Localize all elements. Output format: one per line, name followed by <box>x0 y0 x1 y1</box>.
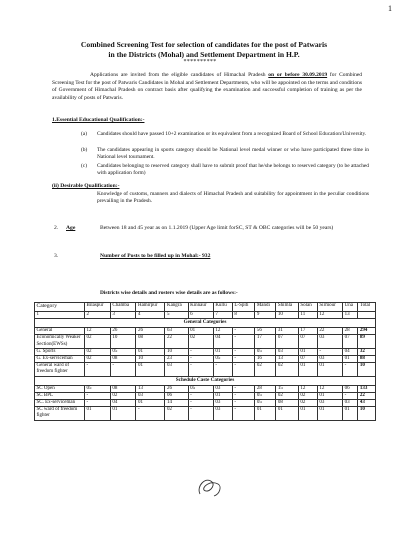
value-cell: 07 <box>298 356 317 363</box>
table-header-row <box>35 303 376 312</box>
total-cell: 10 <box>358 363 376 376</box>
value-cell: 06 <box>343 385 358 392</box>
qualification-item-c <box>81 163 369 177</box>
value-cell: 01 <box>343 356 358 363</box>
value-cell: 26 <box>136 328 165 335</box>
value-cell: 31 <box>276 328 298 335</box>
column-header: Mandi <box>255 303 276 312</box>
column-number <box>358 312 376 319</box>
value-cell: 02 <box>188 335 213 348</box>
value-cell: 01 <box>276 407 298 420</box>
value-cell: 01 <box>317 363 342 376</box>
district-posts-table <box>34 302 376 421</box>
value-cell: 03 <box>276 348 298 355</box>
category-cell: General ward of freedom fighter <box>35 363 85 376</box>
column-number: 1 <box>35 312 85 319</box>
column-header: Una <box>343 303 358 312</box>
value-cell: - <box>343 363 358 376</box>
value-cell: - <box>232 363 254 376</box>
value-cell: 03 <box>136 392 165 399</box>
category-cell: G. Ex-serviceman <box>35 356 85 363</box>
column-header: L-Spiti <box>232 303 254 312</box>
deadline-text: on or before 30.09.2019 <box>268 72 328 78</box>
value-cell: 03 <box>165 363 188 376</box>
category-cell: General <box>35 328 85 335</box>
column-number: 9 <box>255 312 276 319</box>
value-cell: 01 <box>136 348 165 355</box>
value-cell: 56 <box>255 328 276 335</box>
value-cell: 01 <box>317 407 342 420</box>
value-cell: 06 <box>165 392 188 399</box>
column-header: Hamirpur <box>136 303 165 312</box>
column-number: 4 <box>136 312 165 319</box>
value-cell: 07 <box>298 335 317 348</box>
value-cell: 13 <box>136 385 165 392</box>
value-cell: - <box>188 392 213 399</box>
value-cell: 01 <box>255 407 276 420</box>
item-marker: (a) <box>81 131 87 137</box>
value-cell: - <box>85 363 111 376</box>
section-heading-row <box>35 319 376 328</box>
table-row <box>35 328 376 335</box>
column-number: 13 <box>343 312 358 319</box>
table-number-row <box>35 312 376 319</box>
value-cell: 04 <box>110 400 136 407</box>
value-cell: 01 <box>298 407 317 420</box>
value-cell: 13 <box>276 356 298 363</box>
value-cell: - <box>232 356 254 363</box>
column-header: Kangra <box>165 303 188 312</box>
column-number: 8 <box>232 312 254 319</box>
posts-heading: Number of Posts to be filled up in Mohal:- 932 <box>100 253 211 259</box>
value-cell: - <box>188 400 213 407</box>
column-number: 7 <box>213 312 232 319</box>
value-cell: 05 <box>188 385 213 392</box>
value-cell: 02 <box>276 392 298 399</box>
value-cell: - <box>85 400 111 407</box>
value-cell: 28 <box>255 385 276 392</box>
value-cell: 17 <box>298 328 317 335</box>
item-marker: (c) <box>81 163 87 169</box>
value-cell: 12 <box>317 385 342 392</box>
column-header: Category <box>35 303 85 312</box>
value-cell: - <box>213 363 232 376</box>
qualification-item-b <box>81 147 369 161</box>
value-cell: 03 <box>343 400 358 407</box>
column-header: Solan <box>298 303 317 312</box>
column-header: Sirmour <box>317 303 342 312</box>
value-cell: 01 <box>298 363 317 376</box>
column-number: 5 <box>165 312 188 319</box>
value-cell: - <box>232 335 254 348</box>
title-separator: ********** <box>183 59 217 65</box>
qualification-item-a <box>81 131 369 138</box>
value-cell: 03 <box>213 400 232 407</box>
value-cell: 01 <box>317 392 342 399</box>
value-cell: 07 <box>276 335 298 348</box>
category-cell: SC. Ex-serviceman <box>35 400 85 407</box>
value-cell: 22 <box>165 335 188 348</box>
column-number: 2 <box>85 312 111 319</box>
value-cell: 03 <box>317 400 342 407</box>
item-text: Candidates belonging to reserved category shall have to submit proof that he/she belongs to reserved category (to be attached with application form) <box>97 163 369 177</box>
table-row <box>35 335 376 348</box>
category-cell: SC Open <box>35 385 85 392</box>
value-cell: 01 <box>110 407 136 420</box>
value-cell: 07 <box>343 335 358 348</box>
title-line-1: Combined Screening Test for selection of candidates for the post of Patwaris <box>80 40 328 49</box>
value-cell: 05 <box>255 400 276 407</box>
table-row <box>35 356 376 363</box>
value-cell: 08 <box>110 356 136 363</box>
section-desirable-qualification: (ii) Desirable Qualification:- <box>52 183 120 189</box>
value-cell: - <box>110 363 136 376</box>
value-cell: 01 <box>343 407 358 420</box>
value-cell: - <box>136 407 165 420</box>
value-cell: 12 <box>85 328 111 335</box>
value-cell: 08 <box>110 385 136 392</box>
value-cell: - <box>343 392 358 399</box>
value-cell: - <box>317 348 342 355</box>
value-cell: - <box>232 400 254 407</box>
table-row <box>35 348 376 355</box>
total-cell: 10 <box>358 407 376 420</box>
posts-number: 3. <box>54 253 59 259</box>
table-body <box>35 319 376 420</box>
value-cell: 23 <box>165 356 188 363</box>
total-cell: 43 <box>358 400 376 407</box>
value-cell: 02 <box>276 363 298 376</box>
value-cell: - <box>232 328 254 335</box>
column-header: Total <box>358 303 376 312</box>
value-cell: 01 <box>136 363 165 376</box>
value-cell: 26 <box>110 328 136 335</box>
section-heading: Schedule Caste Categories <box>35 376 376 385</box>
document-title <box>40 40 368 60</box>
value-cell: - <box>232 348 254 355</box>
value-cell: 01 <box>213 392 232 399</box>
value-cell: 01 <box>213 348 232 355</box>
category-cell: G. Sports <box>35 348 85 355</box>
category-cell: Economically Weaker Section(EWSs) <box>35 335 85 348</box>
value-cell: 01 <box>136 400 165 407</box>
value-cell: 04 <box>343 348 358 355</box>
table-row <box>35 363 376 376</box>
value-cell: 03 <box>213 385 232 392</box>
value-cell: 05 <box>110 348 136 355</box>
value-cell: 10 <box>110 335 136 348</box>
value-cell: - <box>188 363 213 376</box>
total-cell: 22 <box>358 392 376 399</box>
intro-paragraph <box>52 72 362 102</box>
age-number: 2. <box>54 225 59 231</box>
value-cell: 02 <box>255 363 276 376</box>
total-cell: 133 <box>358 385 376 392</box>
value-cell: 10 <box>136 356 165 363</box>
intro-text-1: Applications are invited from the eligible candidates of Himachal Pradesh <box>90 72 266 78</box>
column-number: 6 <box>188 312 213 319</box>
value-cell: 02 <box>298 392 317 399</box>
value-cell: 03 <box>317 356 342 363</box>
value-cell: 05 <box>255 348 276 355</box>
page-number: 1 <box>388 4 392 13</box>
value-cell: 02 <box>85 348 111 355</box>
age-label: Age <box>66 225 76 231</box>
value-cell: 02 <box>298 400 317 407</box>
total-cell: 294 <box>358 328 376 335</box>
title-line-2: in the Districts (Mohal) and Settlement Department in H.P. <box>108 50 300 59</box>
value-cell: 08 <box>276 400 298 407</box>
category-cell: SC ward of freedom fighter <box>35 407 85 420</box>
value-cell: 02 <box>165 407 188 420</box>
value-cell: - <box>188 356 213 363</box>
value-cell: 05 <box>85 385 111 392</box>
total-cell: 88 <box>358 356 376 363</box>
column-number: 3 <box>110 312 136 319</box>
value-cell: - <box>188 348 213 355</box>
item-text: Candidates should have passed 10+2 examination or its equivalent from a recognized Board of School Education/University. <box>97 131 367 137</box>
value-cell: 28 <box>343 328 358 335</box>
column-header: Bilaspur <box>85 303 111 312</box>
value-cell: 05 <box>255 392 276 399</box>
table-row <box>35 400 376 407</box>
category-cell: SC BPL <box>35 392 85 399</box>
item-marker: (b) <box>81 147 88 153</box>
signature-mark <box>190 472 230 502</box>
column-header: Kinnaur <box>188 303 213 312</box>
column-header: Shimla <box>276 303 298 312</box>
value-cell: 03 <box>213 407 232 420</box>
section-heading-row <box>35 376 376 385</box>
column-header: Kullu <box>213 303 232 312</box>
value-cell: 12 <box>298 385 317 392</box>
value-cell: 01 <box>188 328 213 335</box>
value-cell: 63 <box>165 328 188 335</box>
value-cell: - <box>85 392 111 399</box>
value-cell: - <box>232 392 254 399</box>
column-header: Chamba <box>110 303 136 312</box>
value-cell: 03 <box>317 335 342 348</box>
desirable-text: Knowledge of customs, manners and dialects of Himachal Pradesh and suitability for appointment in the peculiar conditions prevailing in the Pradesh. <box>97 191 369 205</box>
value-cell: 22 <box>317 328 342 335</box>
value-cell: 12 <box>213 328 232 335</box>
value-cell: 10 <box>165 348 188 355</box>
value-cell: 02 <box>85 356 111 363</box>
value-cell: 14 <box>165 400 188 407</box>
table-row <box>35 407 376 420</box>
value-cell: 17 <box>255 335 276 348</box>
section-essential-qualification: 1.Essential Educational Qualification:- <box>52 117 145 123</box>
intro-text-2: for Combined Screening Test for the post of Patwaris Candidates in Mohal and Settlement Departments, who will be appointed on the terms and conditions of Government of Himachal Pradesh on contract basis after qualifying the examination and successful completion of training as per the availability of posts of Patwaris. <box>52 72 363 101</box>
value-cell: - <box>188 407 213 420</box>
value-cell: 26 <box>165 385 188 392</box>
age-text: Between 18 and 45 year as on 1.1.2019 (Upper Age limit forSC, ST & OBC categories will be 50 years) <box>100 225 334 231</box>
section-heading: General Categories <box>35 319 376 328</box>
total-cell: 89 <box>358 335 376 348</box>
total-cell: 32 <box>358 348 376 355</box>
value-cell: 16 <box>255 356 276 363</box>
value-cell: - <box>232 407 254 420</box>
value-cell: 08 <box>136 335 165 348</box>
table-row <box>35 392 376 399</box>
value-cell: 02 <box>85 335 111 348</box>
column-number: 12 <box>317 312 342 319</box>
value-cell: 15 <box>276 385 298 392</box>
item-text: The candidates appearing in sports category should be National level medal winner or who have participated three time in National level tournament. <box>97 147 369 161</box>
column-number: 11 <box>298 312 317 319</box>
value-cell: - <box>232 385 254 392</box>
table-row <box>35 385 376 392</box>
value-cell: 04 <box>213 335 232 348</box>
column-number: 10 <box>276 312 298 319</box>
value-cell: 05 <box>213 356 232 363</box>
value-cell: 01 <box>85 407 111 420</box>
value-cell: 02 <box>110 392 136 399</box>
value-cell: 01 <box>298 348 317 355</box>
table-caption: Districts wise details and rosters wise details are as follows:- <box>100 290 238 296</box>
